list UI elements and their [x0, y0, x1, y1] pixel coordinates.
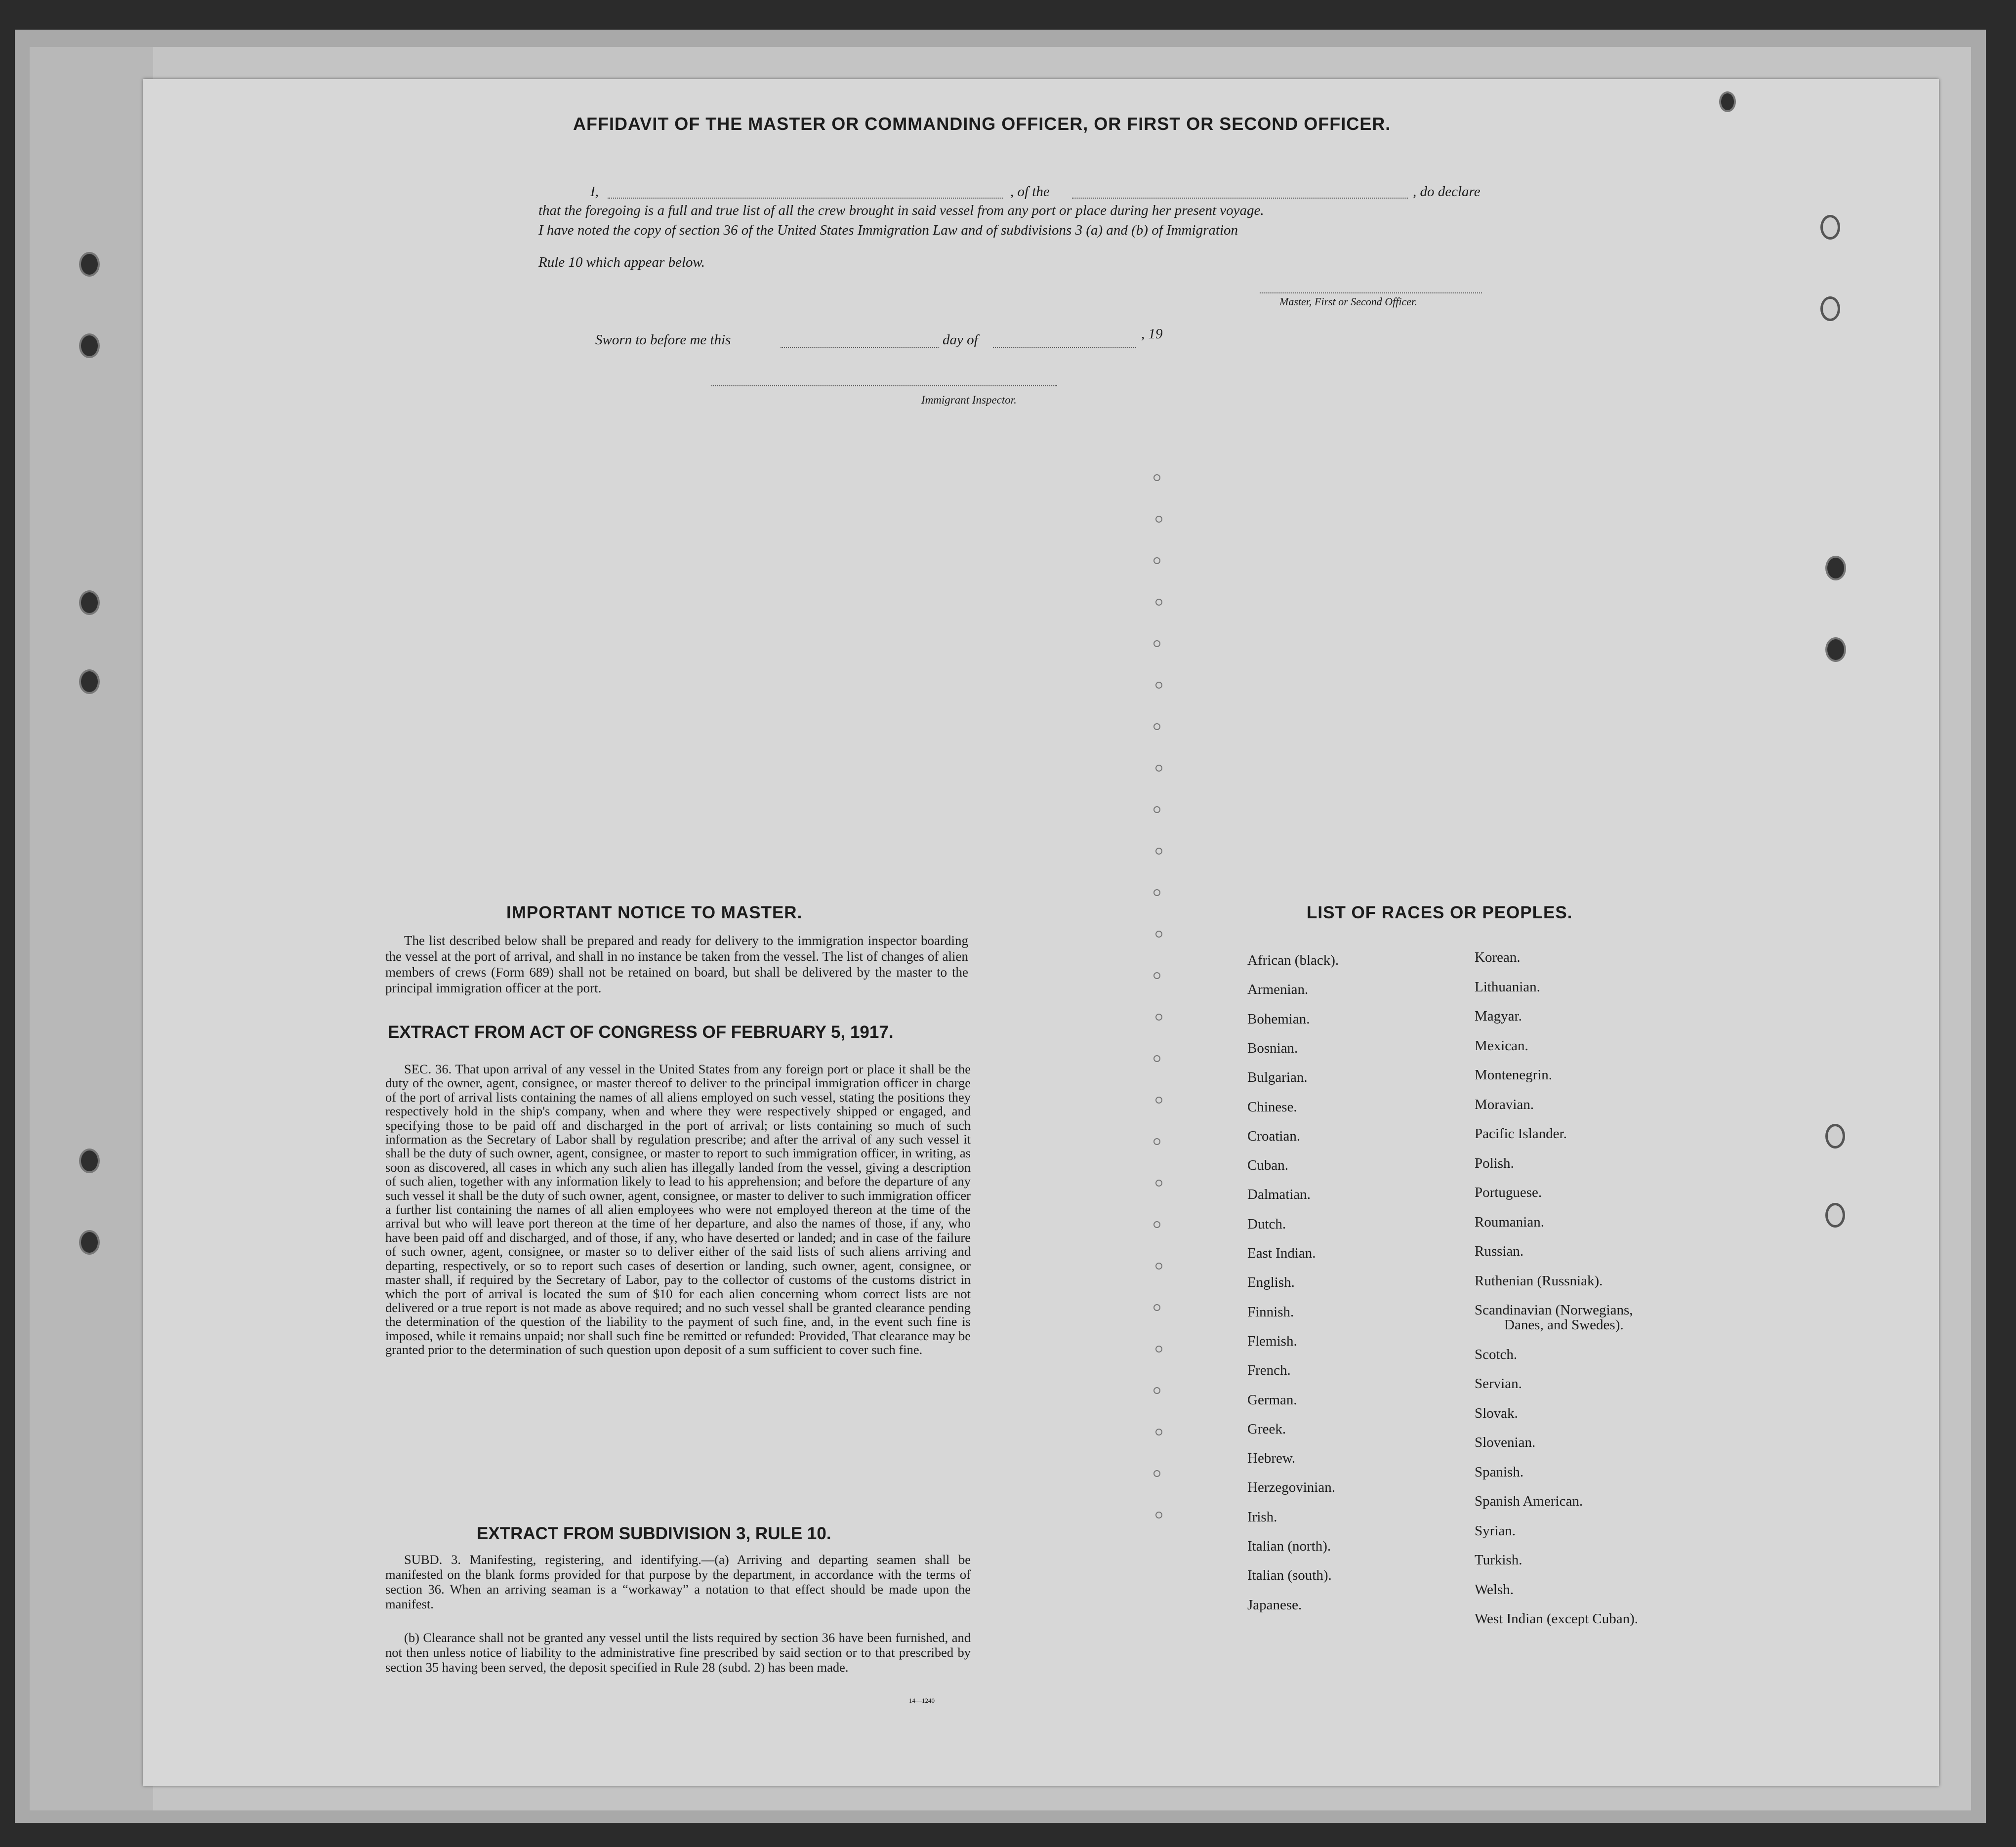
extract-rule-paragraph-b: (b) Clearance shall not be granted any vessel until the lists required by section 36 have been furnished, and not then unless notice of liability to the administrative fine prescribed by said section or to that prescribed by section 35 having been served, the deposit specified in Rule 28 (subd. 2) has been made.	[385, 1630, 971, 1675]
race-entry: Spanish American.	[1475, 1493, 1583, 1509]
sworn-day-line[interactable]	[781, 347, 939, 348]
bleed-through-mark	[1153, 1055, 1160, 1062]
race-entry: Turkish.	[1475, 1552, 1522, 1568]
race-entry: French.	[1247, 1362, 1291, 1379]
race-entry: West Indian (except Cuban).	[1475, 1611, 1639, 1627]
race-entry: Irish.	[1247, 1509, 1277, 1525]
bleed-through-mark	[1153, 1138, 1160, 1145]
race-entry: Scotch.	[1475, 1346, 1518, 1362]
race-entry: Mexican.	[1475, 1037, 1528, 1054]
inspector-caption: Immigrant Inspector.	[921, 394, 1017, 406]
do-declare-label: , do declare	[1413, 184, 1481, 200]
bleed-through-mark	[1155, 1512, 1162, 1519]
race-entry: Hebrew.	[1247, 1450, 1296, 1467]
master-signature-line[interactable]	[1260, 292, 1482, 293]
binder-hole	[79, 333, 100, 358]
declarant-name-line[interactable]	[608, 198, 1003, 199]
extract-act-title: EXTRACT FROM ACT OF CONGRESS OF FEBRUARY 5, 1917.	[388, 1023, 894, 1042]
race-entry: Chinese.	[1247, 1099, 1297, 1115]
form-number: 14—1240	[909, 1697, 935, 1704]
notice-body: The list described below shall be prepared and ready for delivery to the immigration inspector boarding the vessel at the port of arrival, and shall in no instance be taken from the vessel. The list of changes of alien members of crews (Form 689) shall not be retained on board, but shall be delivered by the master to the principal immigration officer at the port.	[385, 933, 968, 995]
race-entry: East Indian.	[1247, 1245, 1316, 1261]
race-entry: Japanese.	[1247, 1597, 1302, 1613]
punch-hole	[1820, 296, 1840, 321]
race-entry: Croatian.	[1247, 1128, 1301, 1144]
race-entry: Roumanian.	[1475, 1214, 1544, 1230]
race-entry: Cuban.	[1247, 1157, 1288, 1174]
bleed-through-mark	[1153, 972, 1160, 979]
race-entry: Spanish.	[1475, 1464, 1524, 1480]
bleed-through-mark	[1155, 599, 1162, 606]
bleed-through-mark	[1155, 1014, 1162, 1021]
race-entry: Herzegovinian.	[1247, 1479, 1335, 1496]
bleed-through-mark	[1153, 640, 1160, 647]
binder-hole	[79, 1149, 100, 1173]
bleed-through-mark	[1155, 682, 1162, 689]
race-entry: Bulgarian.	[1247, 1069, 1308, 1086]
extract-rule-title: EXTRACT FROM SUBDIVISION 3, RULE 10.	[477, 1524, 831, 1543]
bleed-through-mark	[1153, 806, 1160, 813]
affidavit-title: AFFIDAVIT OF THE MASTER OR COMMANDING OFFICER, OR FIRST OR SECOND OFFICER.	[573, 114, 1391, 134]
punch-hole	[1719, 91, 1736, 112]
binder-hole	[79, 669, 100, 694]
sworn-month-line[interactable]	[993, 347, 1136, 348]
punch-hole	[1825, 556, 1846, 580]
race-entry: Bohemian.	[1247, 1011, 1310, 1027]
race-entry: Lithuanian.	[1475, 979, 1540, 995]
race-entry: Dalmatian.	[1247, 1187, 1311, 1203]
bleed-through-mark	[1155, 765, 1162, 772]
bleed-through-mark	[1155, 1263, 1162, 1270]
race-entry: Magyar.	[1475, 1008, 1522, 1024]
bleed-through-mark	[1153, 474, 1160, 481]
bleed-through-mark	[1153, 1387, 1160, 1394]
race-entry: Italian (south).	[1247, 1567, 1332, 1584]
declarant-label: I,	[590, 184, 599, 200]
race-entry: Slovenian.	[1475, 1435, 1536, 1450]
punch-hole	[1825, 637, 1846, 662]
vessel-name-line[interactable]	[1072, 198, 1408, 199]
binder-edge	[30, 47, 153, 1810]
bleed-through-mark	[1153, 557, 1160, 564]
bleed-through-mark	[1155, 1429, 1162, 1436]
race-entry: German.	[1247, 1392, 1297, 1408]
master-signature-caption: Master, First or Second Officer.	[1279, 295, 1417, 308]
race-entry: Italian (north).	[1247, 1538, 1331, 1554]
race-entry: Syrian.	[1475, 1522, 1516, 1539]
races-title: LIST OF RACES OR PEOPLES.	[1307, 903, 1573, 922]
bleed-through-mark	[1153, 889, 1160, 896]
race-entry: Slovak.	[1475, 1405, 1518, 1421]
race-entry: Flemish.	[1247, 1333, 1297, 1349]
punch-hole	[1820, 215, 1840, 240]
race-entry: Armenian.	[1247, 982, 1309, 998]
bleed-through-mark	[1155, 1346, 1162, 1353]
punch-hole	[1825, 1124, 1845, 1149]
bleed-through-mark	[1155, 848, 1162, 855]
inspector-signature-line[interactable]	[711, 385, 1057, 386]
race-entry: Danes, and Swedes).	[1504, 1317, 1624, 1333]
binder-hole	[79, 590, 100, 615]
race-entry: Ruthenian (Russniak).	[1475, 1272, 1603, 1289]
race-entry: Finnish.	[1247, 1304, 1294, 1320]
race-entry: Portuguese.	[1475, 1185, 1542, 1200]
binder-hole	[79, 252, 100, 277]
day-of-label: day of	[943, 332, 978, 348]
bleed-through-mark	[1155, 516, 1162, 523]
sworn-label: Sworn to before me this	[595, 332, 731, 348]
race-entry: Polish.	[1475, 1155, 1514, 1171]
race-entry: Korean.	[1475, 949, 1521, 965]
declaration-line-4: Rule 10 which appear below.	[538, 254, 705, 270]
race-entry: Montenegrin.	[1475, 1067, 1553, 1083]
race-entry: Russian.	[1475, 1243, 1524, 1259]
bleed-through-mark	[1153, 1470, 1160, 1477]
race-entry: Welsh.	[1475, 1581, 1514, 1598]
bleed-through-mark	[1153, 723, 1160, 730]
race-entry: Greek.	[1247, 1421, 1286, 1437]
year-label: , 19	[1141, 326, 1163, 342]
declaration-line-2: that the foregoing is a full and true list of all the crew brought in said vessel from any port or place during her present voyage.	[538, 203, 1264, 218]
extract-rule-paragraph-a: SUBD. 3. Manifesting, registering, and identifying.—(a) Arriving and departing seamen shall be manifested on the blank forms provided for that purpose by the department, in accordance with the terms of section 36. When an arriving seaman is a “workaway” a notation to that effect should be made upon the manifest.	[385, 1552, 971, 1611]
race-entry: Scandinavian (Norwegians,	[1475, 1302, 1633, 1318]
bleed-through-mark	[1153, 1221, 1160, 1228]
race-entry: Servian.	[1475, 1376, 1522, 1392]
race-entry: Moravian.	[1475, 1096, 1534, 1112]
punch-hole	[1825, 1203, 1845, 1228]
race-entry: African (black).	[1247, 952, 1339, 968]
bleed-through-mark	[1155, 1180, 1162, 1187]
notice-title: IMPORTANT NOTICE TO MASTER.	[506, 903, 803, 922]
race-entry: Pacific Islander.	[1475, 1126, 1567, 1142]
vessel-label: , of the	[1010, 184, 1050, 200]
bleed-through-mark	[1153, 1304, 1160, 1311]
extract-act-body: SEC. 36. That upon arrival of any vessel in the United States from any foreign port or place it shall be the duty of the owner, agent, consignee, or master thereof to deliver to the principal immigration officer in charge of the port of arrival lists containing the names of all aliens employed on such vessel, stating the positions they respectively hold in the ship's company, when and where they were respectively shipped or engaged, and specifying those to be paid off and discharged in the port of arrival; or lists containing so much of such information as the Secretary of Labor shall by regulation prescribe; and after the arrival of any such vessel it shall be the duty of such owner, agent, consignee, or master to report to such immigration officer, in writing, as soon as discovered, all cases in which any such alien has illegally landed from the vessel, giving a description of such alien, together with any information likely to lead to his apprehension; and before the departure of any such vessel it shall be the duty of such owner, agent, consignee, or master to deliver to such immigration officer a further list containing the names of all alien employees who were not employed thereon at the time of the arrival but who will leave port thereon at the time of her departure, and also the names of those, if any, who have been paid off and discharged, and of those, if any, who have deserted or landed; and in case of the failure of such owner, agent, consignee, or master so to deliver either of the said lists of such aliens arriving and departing, respectively, or so to report such cases of desertion or landing, such owner, agent, consignee, or master shall, if required by the Secretary of Labor, pay to the collector of customs of the customs district in which the port of arrival is located the sum of $10 for each alien concerning whom correct lists are not delivered or a true report is not made as above required; and no such vessel shall be granted clearance pending the determination of the question of the liability to the payment of such fine, and, in the event such fine is imposed, while it remains unpaid; nor shall such fine be remitted or refunded: Provided, That clearance may be granted prior to the determination of such question upon deposit of a sum sufficient to cover such fine.	[385, 1062, 971, 1357]
binder-hole	[79, 1230, 100, 1255]
race-entry: Dutch.	[1247, 1216, 1286, 1232]
bleed-through-mark	[1155, 1097, 1162, 1104]
declaration-line-3: I have noted the copy of section 36 of the United States Immigration Law and of subdivisions 3 (a) and (b) of Immigration	[538, 222, 1238, 238]
bleed-through-mark	[1155, 931, 1162, 938]
race-entry: English.	[1247, 1274, 1295, 1291]
race-entry: Bosnian.	[1247, 1040, 1298, 1056]
